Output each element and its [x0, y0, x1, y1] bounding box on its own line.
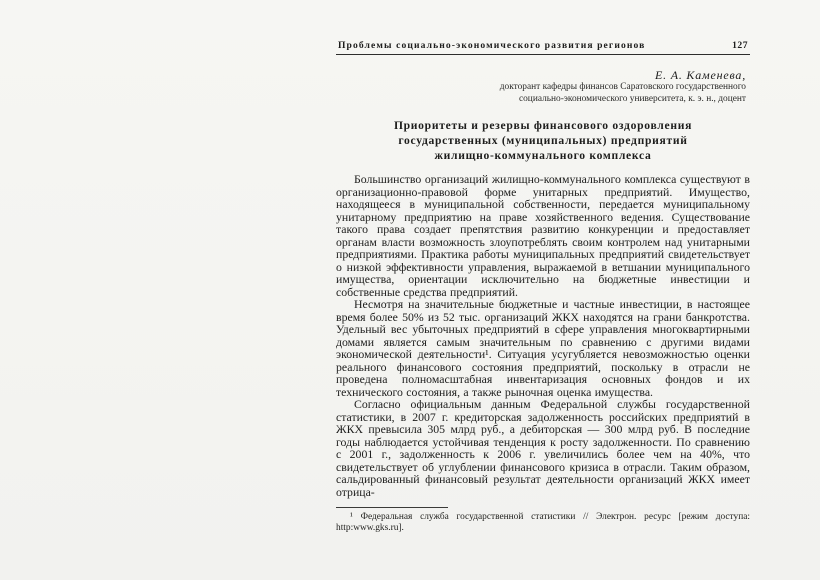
running-head-title: Проблемы социально-экономического развития регионов — [338, 40, 646, 51]
author-affiliation-line-2: социально-экономического университета, к. э. н., доцент — [518, 93, 746, 104]
author-name: Е. А. Каменева, — [654, 68, 746, 82]
author-block — [336, 68, 750, 105]
article-title-line-1: Приоритеты и резервы финансового оздоровления — [393, 119, 693, 132]
header-rule — [336, 54, 750, 55]
paragraph: Согласно официальным данным Федеральной службы государственной статистики, в 2007 г. кредиторская задолженность российских предприятий в ЖКХ превысила 305 млрд руб., а дебиторская — 300 млрд руб. В последние годы наблюдается устойчивая тенденция к росту задолженности. По сравнению с 2001 г., задолженность к 2006 г. увеличились более чем на 40%, что свидетельствует об углублении финансового кризиса в отрасли. Таким образом, сальдированный финансовый результат деятельности организаций ЖКХ имеет отрица- — [336, 397, 750, 499]
paragraph: Большинство организаций жилищно-коммунального комплекса существуют в организационно-правовой форме унитарных предприятий. Имущество, находящееся в муниципальной собственности, передается муниципальному унитарному предприятию на праве хозяйственного ведения. Существование такого права создает препятствия развитию конкуренции и предоставляет органам власти возможность злоупотреблять своим контролем над унитарными предприятиями. Практика работы муниципальных предприятий свидетельствует о низкой эффективности управления, выражаемой в ветшании муниципального имущества, ориентации исключительно на бюджетные инвестиции и собственные средства предприятий. — [336, 172, 750, 299]
running-head — [336, 40, 750, 53]
author-affiliation-line-1: докторант кафедры финансов Саратовского государственного — [499, 82, 746, 92]
footnote-block — [336, 507, 750, 534]
footnote-rule — [336, 507, 448, 508]
paragraph: Несмотря на значительные бюджетные и частные инвестиции, в настоящее время более 50% из 52 тыс. организаций ЖКХ находятся на грани банкротства. Удельный вес убыточных предприятий в сфере управления многоквартирными домами является самым значительным по сравнению с другими видами экономической деятельности¹. Ситуация усугубляется невозможностью оценки реального финансового состояния предприятий, поскольку в отрасли не проведена полномасштабная инвентаризация основных фондов и их технического состояния, а также рыночная оценка имущества. — [336, 297, 750, 399]
article-body — [336, 173, 750, 498]
article-title — [336, 118, 750, 163]
page-number: 127 — [732, 40, 748, 51]
article-title-line-2: государственных (муниципальных) предприятий — [398, 134, 688, 147]
article-title-line-3: жилищно-коммунального комплекса — [434, 149, 652, 162]
footnote-text: ¹ Федеральная служба государственной статистики // Электрон. ресурс [режим доступа: http:www.gks.ru]. — [336, 512, 750, 534]
text-column — [336, 40, 750, 534]
